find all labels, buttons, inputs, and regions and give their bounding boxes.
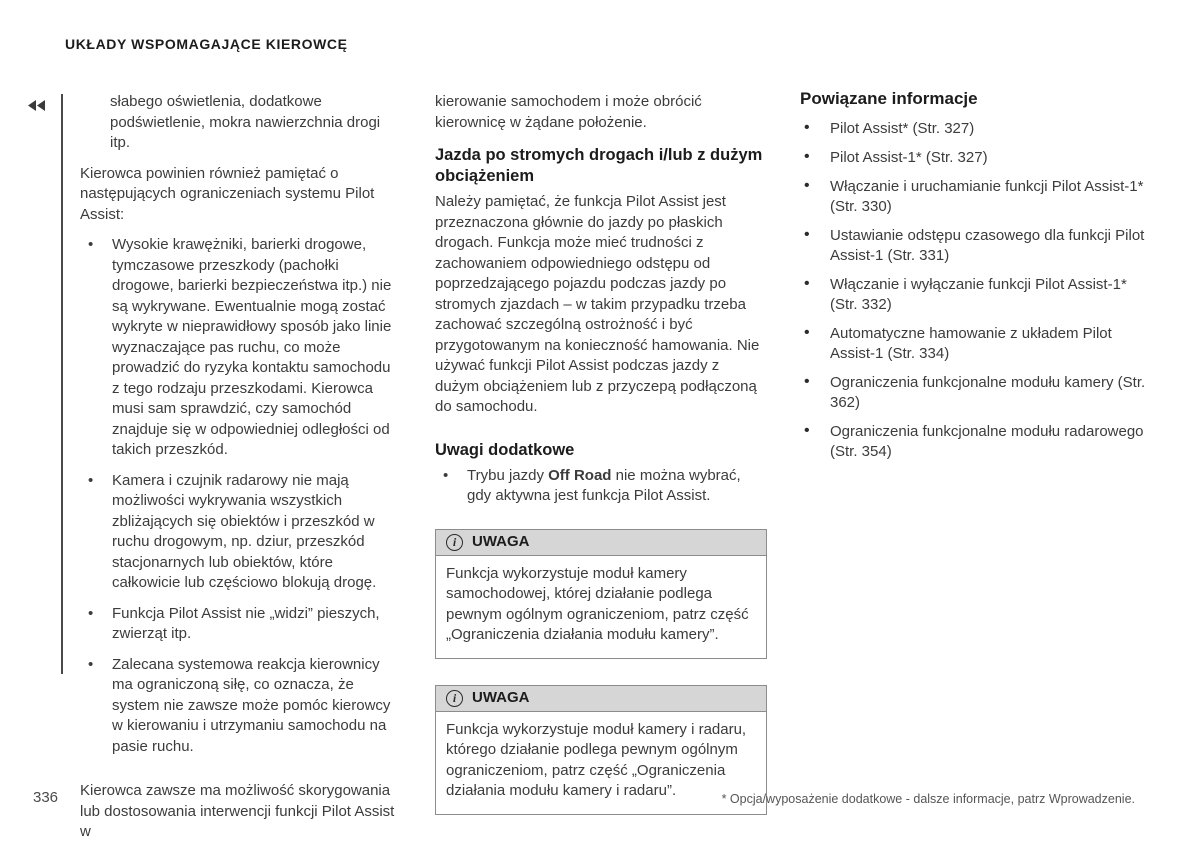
option-footnote: * Opcja/wyposażenie dodatkowe - dalsze informacje, patrz Wprowadzenie. — [721, 792, 1135, 806]
related-link: • Ograniczenia funkcjonalne modułu radarowego (Str. 354) — [800, 422, 1150, 462]
note-box-label: UWAGA — [472, 688, 530, 706]
list-item: • Zalecana systemowa reakcja kierownicy ma ograniczoną siłę, co oznacza, że system nie zawsze może pomóc kierowcy w kierowaniu i utrzymaniu samochodu na pasie ruchu. — [80, 655, 402, 758]
related-information-column — [800, 88, 1150, 471]
page-number: 336 — [33, 789, 59, 806]
note-box-header — [436, 530, 766, 556]
note-box — [435, 529, 767, 659]
list-item: • Wysokie krawężniki, barierki drogowe, tymczasowe przeszkody (pachołki drogowe, barierki bezpieczeństwa itp.) nie są wykrywane. Ewentualnie mogą zostać wykryte w nieprawidłowy sposób jako linie wyznaczające pas ruchu, co może prowadzić do ryzyka kontaktu samochodu z tego rodzaju przeszkodami. Kierowca musi sam sprawdzić, czy samochód znajduje się w odpowiedniej odległości od takich przeszkód. — [80, 235, 402, 461]
list-item: • Kamera i czujnik radarowy nie mają możliwości wykrywania wszystkich zbliżających się obiektów i przeszkód w ruchu drogowym, np. dziur, przeszkód stacjonarnych lub obiektów, które całkowicie lub częściowo blokują drogę. — [80, 471, 402, 594]
drive-mode-name: Off Road — [548, 466, 612, 484]
note-box-text: Funkcja wykorzystuje moduł kamery samochodowej, której działanie podlega pewnym ogólnym ograniczeniom, patrz część „Ograniczenia działania modułu kamery”. — [446, 564, 749, 643]
change-bar — [61, 94, 63, 674]
related-link: • Włączanie i wyłączanie funkcji Pilot Assist-1* (Str. 332) — [800, 275, 1150, 315]
note-box-header — [436, 686, 766, 712]
related-link: • Pilot Assist* (Str. 327) — [800, 119, 1150, 139]
related-link: • Pilot Assist-1* (Str. 327) — [800, 148, 1150, 168]
note-text: Trybu jazdy — [467, 466, 549, 484]
closing-paragraph: Kierowca zawsze ma możliwość skorygowania lub dostosowania interwencji funkcji Pilot Assist w — [80, 782, 395, 840]
note-box-label: UWAGA — [472, 532, 530, 550]
info-icon: i — [446, 534, 463, 551]
note-text: nie można wybrać, gdy aktywna jest funkcja Pilot Assist. — [467, 466, 741, 504]
related-links-list — [800, 119, 1150, 462]
intro-paragraph: Kierowca powinien również pamiętać o następujących ograniczeniach systemu Pilot Assist: — [80, 164, 375, 223]
list-item: • Funkcja Pilot Assist nie „widzi” pieszych, zwierząt itp. — [80, 604, 402, 645]
related-link: • Ograniczenia funkcjonalne modułu kamery (Str. 362) — [800, 373, 1150, 413]
note-box-text: Funkcja wykorzystuje moduł kamery i radaru, którego działanie podlega pewnym ogólnym ograniczeniom, patrz część „Ograniczenia działania modułu kamery i radaru”. — [446, 720, 747, 799]
continued-paragraph: kierowanie samochodem i może obrócić kierownicę w żądane położenie. — [435, 93, 702, 131]
chapter-title: UKŁADY WSPOMAGAJĄCE KIEROWCĘ — [65, 36, 348, 52]
left-column — [80, 92, 402, 845]
continuation-arrows-icon — [28, 100, 46, 111]
related-link: • Ustawianie odstępu czasowego dla funkcji Pilot Assist-1 (Str. 331) — [800, 226, 1150, 266]
related-link: • Automatyczne hamowanie z układem Pilot Assist-1 (Str. 334) — [800, 324, 1150, 364]
additional-notes-list — [435, 466, 767, 507]
section-heading: Uwagi dodatkowe — [435, 440, 575, 459]
list-item — [435, 466, 767, 507]
middle-column — [435, 92, 767, 815]
related-information-heading: Powiązane informacje — [800, 89, 978, 108]
note-box — [435, 685, 767, 815]
section-body: Należy pamiętać, że funkcja Pilot Assist jest przeznaczona głównie do jazdy po płaskich drogach. Funkcja może mieć trudności z zachowaniem odpowiedniego odstępu od poprzedzającego pojazdu podczas jazdy po stromych zjazdach – w takim przypadku trzeba zachować szczególną ostrożność i być przygotowanym na konieczność hamowania. Nie używać funkcji Pilot Assist podczas jazdy z dużym obciążeniem lub z przyczepą podłączoną do samochodu. — [435, 193, 760, 415]
section-heading: Jazda po stromych drogach i/lub z dużym obciążeniem — [435, 146, 763, 185]
limitations-list — [80, 235, 402, 757]
continued-paragraph: słabego oświetlenia, dodatkowe podświetlenie, mokra nawierzchnia drogi itp. — [110, 93, 381, 151]
info-icon: i — [446, 690, 463, 707]
related-link: • Włączanie i uruchamianie funkcji Pilot Assist-1* (Str. 330) — [800, 177, 1150, 217]
